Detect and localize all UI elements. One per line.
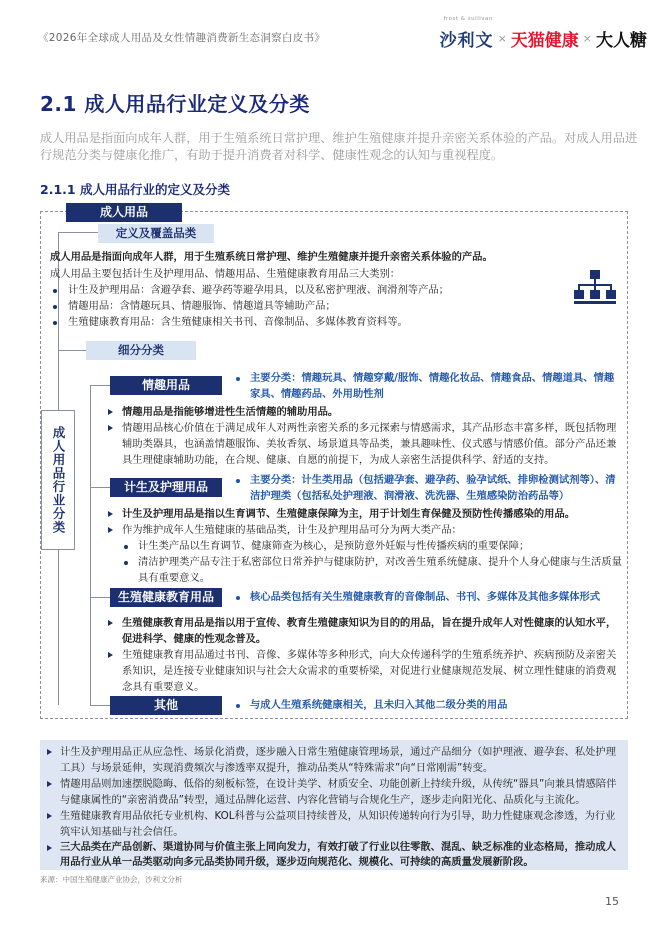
category-label-sexual-wellness: 情趣用品 [110,376,222,395]
arrow-bullet [47,781,52,787]
connector-line [90,385,110,705]
definition-bullet: 情趣用品：含情趣玩具、情趣服饰、情趣道具等辅助产品； [68,300,336,312]
logo-separator: × [582,32,592,45]
page-number: 15 [605,895,619,908]
side-category-label: 成人用品行业分类 [41,410,75,550]
subsection-title: 2.1.1 成人用品行业的定义及分类 [40,182,230,197]
connector-line [90,705,110,706]
definition-bullet: 计生及护理用品：含避孕套、避孕药等避孕用具，以及私密护理液、润滑剂等产品； [68,284,449,296]
sub-bullet: 计生类产品以生育调节、健康筛查为核心，是预防意外妊娠与性传播疾病的重要保障； [138,540,530,552]
sub-bullet: 清洁护理类产品专注于私密部位日常养护与健康防护，对改善生殖系统健康、提升个人身心健康与生活质量具有重要意义。 [138,556,622,584]
connector-line [90,487,110,488]
bullet-dot [236,479,240,483]
darentang-logo: 大人糖 [596,31,647,51]
category-label-other: 其他 [110,696,222,715]
subcategory-label: 细分分类 [86,341,196,360]
tmall-health-logo: 天猫健康 [510,31,579,51]
connector-line [58,350,86,351]
definition-label: 定义及覆盖品类 [98,224,214,243]
arrow-bullet [47,813,52,819]
bullet-dot [53,289,57,293]
category-label-family-planning: 计生及护理用品 [110,478,222,497]
bullet-dot [53,305,57,309]
section-title: 2.1 成人用品行业定义及分类 [40,92,310,116]
main-class-text: 主要分类：计生类用品（包括避孕套、避孕药、验孕试纸、排卵检测试剂等）、清洁护理类（包括私处护理液、润滑液、洗洗器、生殖感染防治药品等） [250,474,616,502]
report-title: 《2026年全球成人用品及女性情趣消费新生态洞察白皮书》 [38,32,326,44]
category-description: 作为维护成年人生殖健康的基础品类，计生及护理用品可分为两大类产品： [122,524,462,536]
bullet-dot [124,561,128,565]
category-label-health-education: 生殖健康教育用品 [110,588,222,607]
bullet-dot [124,545,128,549]
adult-products-label: 成人用品 [66,203,182,222]
arrow-bullet [108,620,113,626]
category-definition: 情趣用品是指能够增进性生活情趣的辅助用品。 [122,406,339,418]
arrow-bullet [108,511,113,517]
summary-item: 生殖健康教育用品依托专业机构、KOL科普与公益项目持续普及，从知识传递转向行为引导，助力性健康观念渗透，为行业筑牢认知基础与社会信任。 [60,810,616,838]
bullet-dot [236,377,240,381]
category-description: 情趣用品核心价值在于满足成年人对两性亲密关系的多元探索与情感需求，其产品形态丰富多样，既包括物理辅助类器具，也涵盖情趣服饰、美妆香氛、场景道具等品类，兼具趣味性、仪式感与情感价值。部分产品还兼具生理健康辅助功能，在合规、健康、自愿的前提下，为成人亲密生活提供科学、舒适的支持。 [122,422,617,466]
main-class-text: 主要分类：情趣玩具、情趣穿戴/服饰、情趣化妆品、情趣食品、情趣道具、情趣家具、情趣药品、外用助性剂 [250,372,615,400]
category-definition: 生殖健康教育用品是指以用于宣传、教育生殖健康知识为目的的用品，旨在提升成年人对性健康的认知水平，促进科学、健康的性观念普及。 [122,617,617,645]
connector-line [90,385,110,386]
summary-item: 情趣用品则加速摆脱隐晦、低俗的刻板标签，在设计美学、材质安全、功能创新上持续升级，从传统“器具”向兼具情感陪伴与健康属性的“亲密消费品”转型，通过品牌化运营、内容化营销与合规化生产，逐步走向阳光化、品质化与主流化。 [60,778,617,806]
summary-item: 计生及护理用品正从应急性、场景化消费，逐步融入日常生殖健康管理场景，通过产品细分（如护理液、避孕套、私处护理工具）与场景延伸，实现消费频次与渗透率双提升，推动品类从“特殊需求”向“日常刚需”转变。 [60,746,617,774]
main-class-text: 核心品类包括有关生殖健康教育的音像制品、书刊、多媒体及其他多媒体形式 [250,591,601,603]
connector-line [90,597,110,598]
arrow-bullet [108,652,113,658]
logo-subtitle: frost & sullivan [443,16,493,22]
arrow-bullet [108,425,113,431]
bullet-dot [236,596,240,600]
connector-line [58,550,59,705]
arrow-bullet [108,409,113,415]
source-note: 来源：中国生殖健康产业协会，沙利文分析 [40,875,183,884]
main-class-text: 与成人生殖系统健康相关，且未归入其他二级分类的用品 [250,699,508,711]
bullet-dot [53,321,57,325]
category-definition: 计生及护理用品是指以生育调节、生殖健康保障为主，用于计划生育保健及预防性传播感染的用品。 [122,508,576,520]
frost-sullivan-logo: frost & sullivan 沙利文 [439,16,494,51]
section-intro: 成人用品是指面向成年人群，用于生殖系统日常护理、维护生殖健康并提升亲密关系体验的产品。对成人用品进行规范分类与健康化推广，有助于提升消费者对科学、健康性观念的认知与重视程度。 [40,131,638,162]
arrow-bullet [47,845,52,851]
page-header [0,0,665,60]
definition-bold: 成人用品是指面向成年人群，用于生殖系统日常护理、维护生殖健康并提升亲密关系体验的产品。 [50,251,493,263]
definition-bullet: 生殖健康教育用品：含生殖健康相关书刊、音像制品、多媒体教育资料等。 [68,316,408,328]
category-description: 生殖健康教育用品通过书刊、音像、多媒体等多种形式，向大众传递科学的生殖系统养护、疾病预防及亲密关系知识，是连接专业健康知识与社会大众需求的重要桥梁，对促进行业健康规范发展、树立理性健康的消费观念具有重要意义。 [122,649,617,693]
arrow-bullet [47,749,52,755]
logo-separator: × [497,32,507,45]
org-chart-icon [573,268,617,308]
arrow-bullet [108,527,113,533]
logo-group [439,16,647,51]
summary-conclusion: 三大品类在产品创新、渠道协同与价值主张上同向发力，有效打破了行业以往零散、混乱、缺乏标准的业态格局，推动成人用品行业从单一品类驱动向多元品类协同升级，逐步迈向规范化、规模化、可持续的高质量发展新阶段。 [60,841,617,868]
bullet-dot [236,704,240,708]
definition-line: 成人用品主要包括计生及护理用品、情趣用品、生殖健康教育用品三大类别： [50,268,401,280]
